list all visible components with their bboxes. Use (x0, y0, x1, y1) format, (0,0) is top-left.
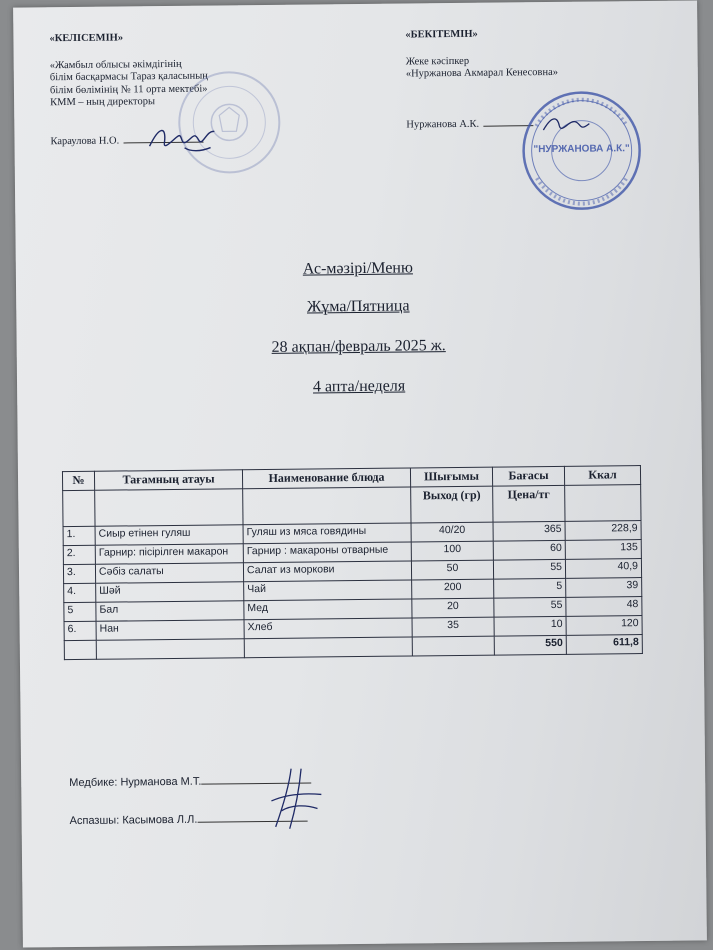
left-signer: Караулова Н.О. (50, 135, 120, 147)
agreed-heading: «КЕЛІСЕМІН» (49, 32, 124, 45)
row-no: 3. (63, 564, 95, 583)
dish-name-ru: Гуляш из мяса говядины (243, 523, 411, 544)
dish-name-kz: Нан (96, 620, 244, 641)
director-signature (144, 117, 224, 158)
left-line-4: КММ – ның директоры (50, 96, 156, 109)
col-no: № (62, 471, 94, 490)
right-line-1: Жеке кәсіпкер (405, 55, 470, 67)
dish-name-kz: Сиыр етінен гуляш (95, 525, 243, 546)
dish-name-kz: Гарнир: пісірілген макарон (95, 544, 243, 565)
dish-yield: 100 (411, 541, 493, 561)
right-signer: Нуржанова А.К. (406, 118, 480, 130)
right-line-2: «Нуржанова Акмарал Кенесовна» (405, 66, 559, 80)
entrepreneur-stamp (506, 85, 657, 217)
col-name-ru: Наименование блюда (242, 468, 410, 489)
dish-name-kz: Шәй (96, 582, 244, 603)
total-price: 550 (494, 635, 566, 655)
stamp-name: "НУРЖАНОВА А.К." (533, 143, 630, 156)
document-page (13, 0, 707, 947)
dish-price: 55 (494, 597, 566, 617)
dish-price: 60 (493, 540, 565, 560)
approved-heading: «БЕКІТЕМІН» (405, 28, 478, 41)
total-kcal: 611,8 (566, 635, 642, 655)
dish-yield: 20 (412, 598, 494, 618)
nurse-name: Медбике: Нурманова М.Т. (69, 775, 202, 790)
dish-price: 55 (493, 559, 565, 579)
left-line-3: білім бөлімінің № 11 орта мектебі» (49, 83, 208, 96)
row-no: 5 (64, 602, 96, 621)
week-title: 4 апта/неделя (312, 377, 406, 396)
dish-name-kz: Сәбіз салаты (95, 563, 243, 584)
dish-kcal: 228,9 (565, 521, 641, 541)
col-yield-kz: Шығымы (410, 467, 492, 487)
col-name-kz: Тағамның атауы (94, 470, 242, 491)
dish-name-ru: Мед (244, 599, 412, 620)
row-no: 2. (63, 545, 95, 564)
col-yield-ru: Выход (гр) (411, 486, 493, 523)
dish-kcal: 120 (566, 616, 642, 636)
dish-yield: 40/20 (411, 522, 493, 542)
menu-title: Ас-мәзірі/Меню (302, 259, 413, 278)
dish-kcal: 135 (565, 540, 641, 560)
dish-kcal: 40,9 (565, 559, 641, 579)
row-no: 6. (64, 621, 96, 640)
dish-price: 10 (494, 616, 566, 636)
dish-name-ru: Хлеб (244, 618, 412, 639)
dish-yield: 200 (412, 579, 494, 599)
cook-name: Аспазшы: Касымова Л.Л. (69, 813, 198, 828)
nurse-signature (261, 764, 332, 835)
left-line-2: білім басқармасы Тараз қаласының (49, 70, 208, 84)
dish-yield: 35 (412, 617, 494, 637)
dish-name-kz: Бал (96, 601, 244, 622)
dish-kcal: 39 (566, 578, 642, 598)
col-kcal: Ккал (564, 466, 640, 486)
dish-name-ru: Гарнир : макароны отварные (243, 542, 411, 563)
menu-table (62, 465, 643, 660)
dish-price: 365 (493, 521, 565, 541)
col-price-kz: Бағасы (492, 466, 564, 486)
col-price-ru: Цена/тг (493, 485, 565, 522)
day-title: Жұма/Пятница (306, 297, 410, 316)
date-title: 28 ақпан/февраль 2025 ж. (271, 337, 446, 356)
left-line-1: «Жамбыл облысы әкімдігінің (49, 58, 182, 71)
dish-yield: 50 (411, 560, 493, 580)
row-no: 1. (63, 526, 95, 545)
row-no: 4. (64, 583, 96, 602)
dish-name-ru: Чай (244, 580, 412, 601)
entrepreneur-signature (539, 109, 599, 138)
dish-name-ru: Салат из моркови (243, 561, 411, 582)
dish-kcal: 48 (566, 597, 642, 617)
dish-price: 5 (494, 578, 566, 598)
table-subheader-row (63, 485, 641, 527)
